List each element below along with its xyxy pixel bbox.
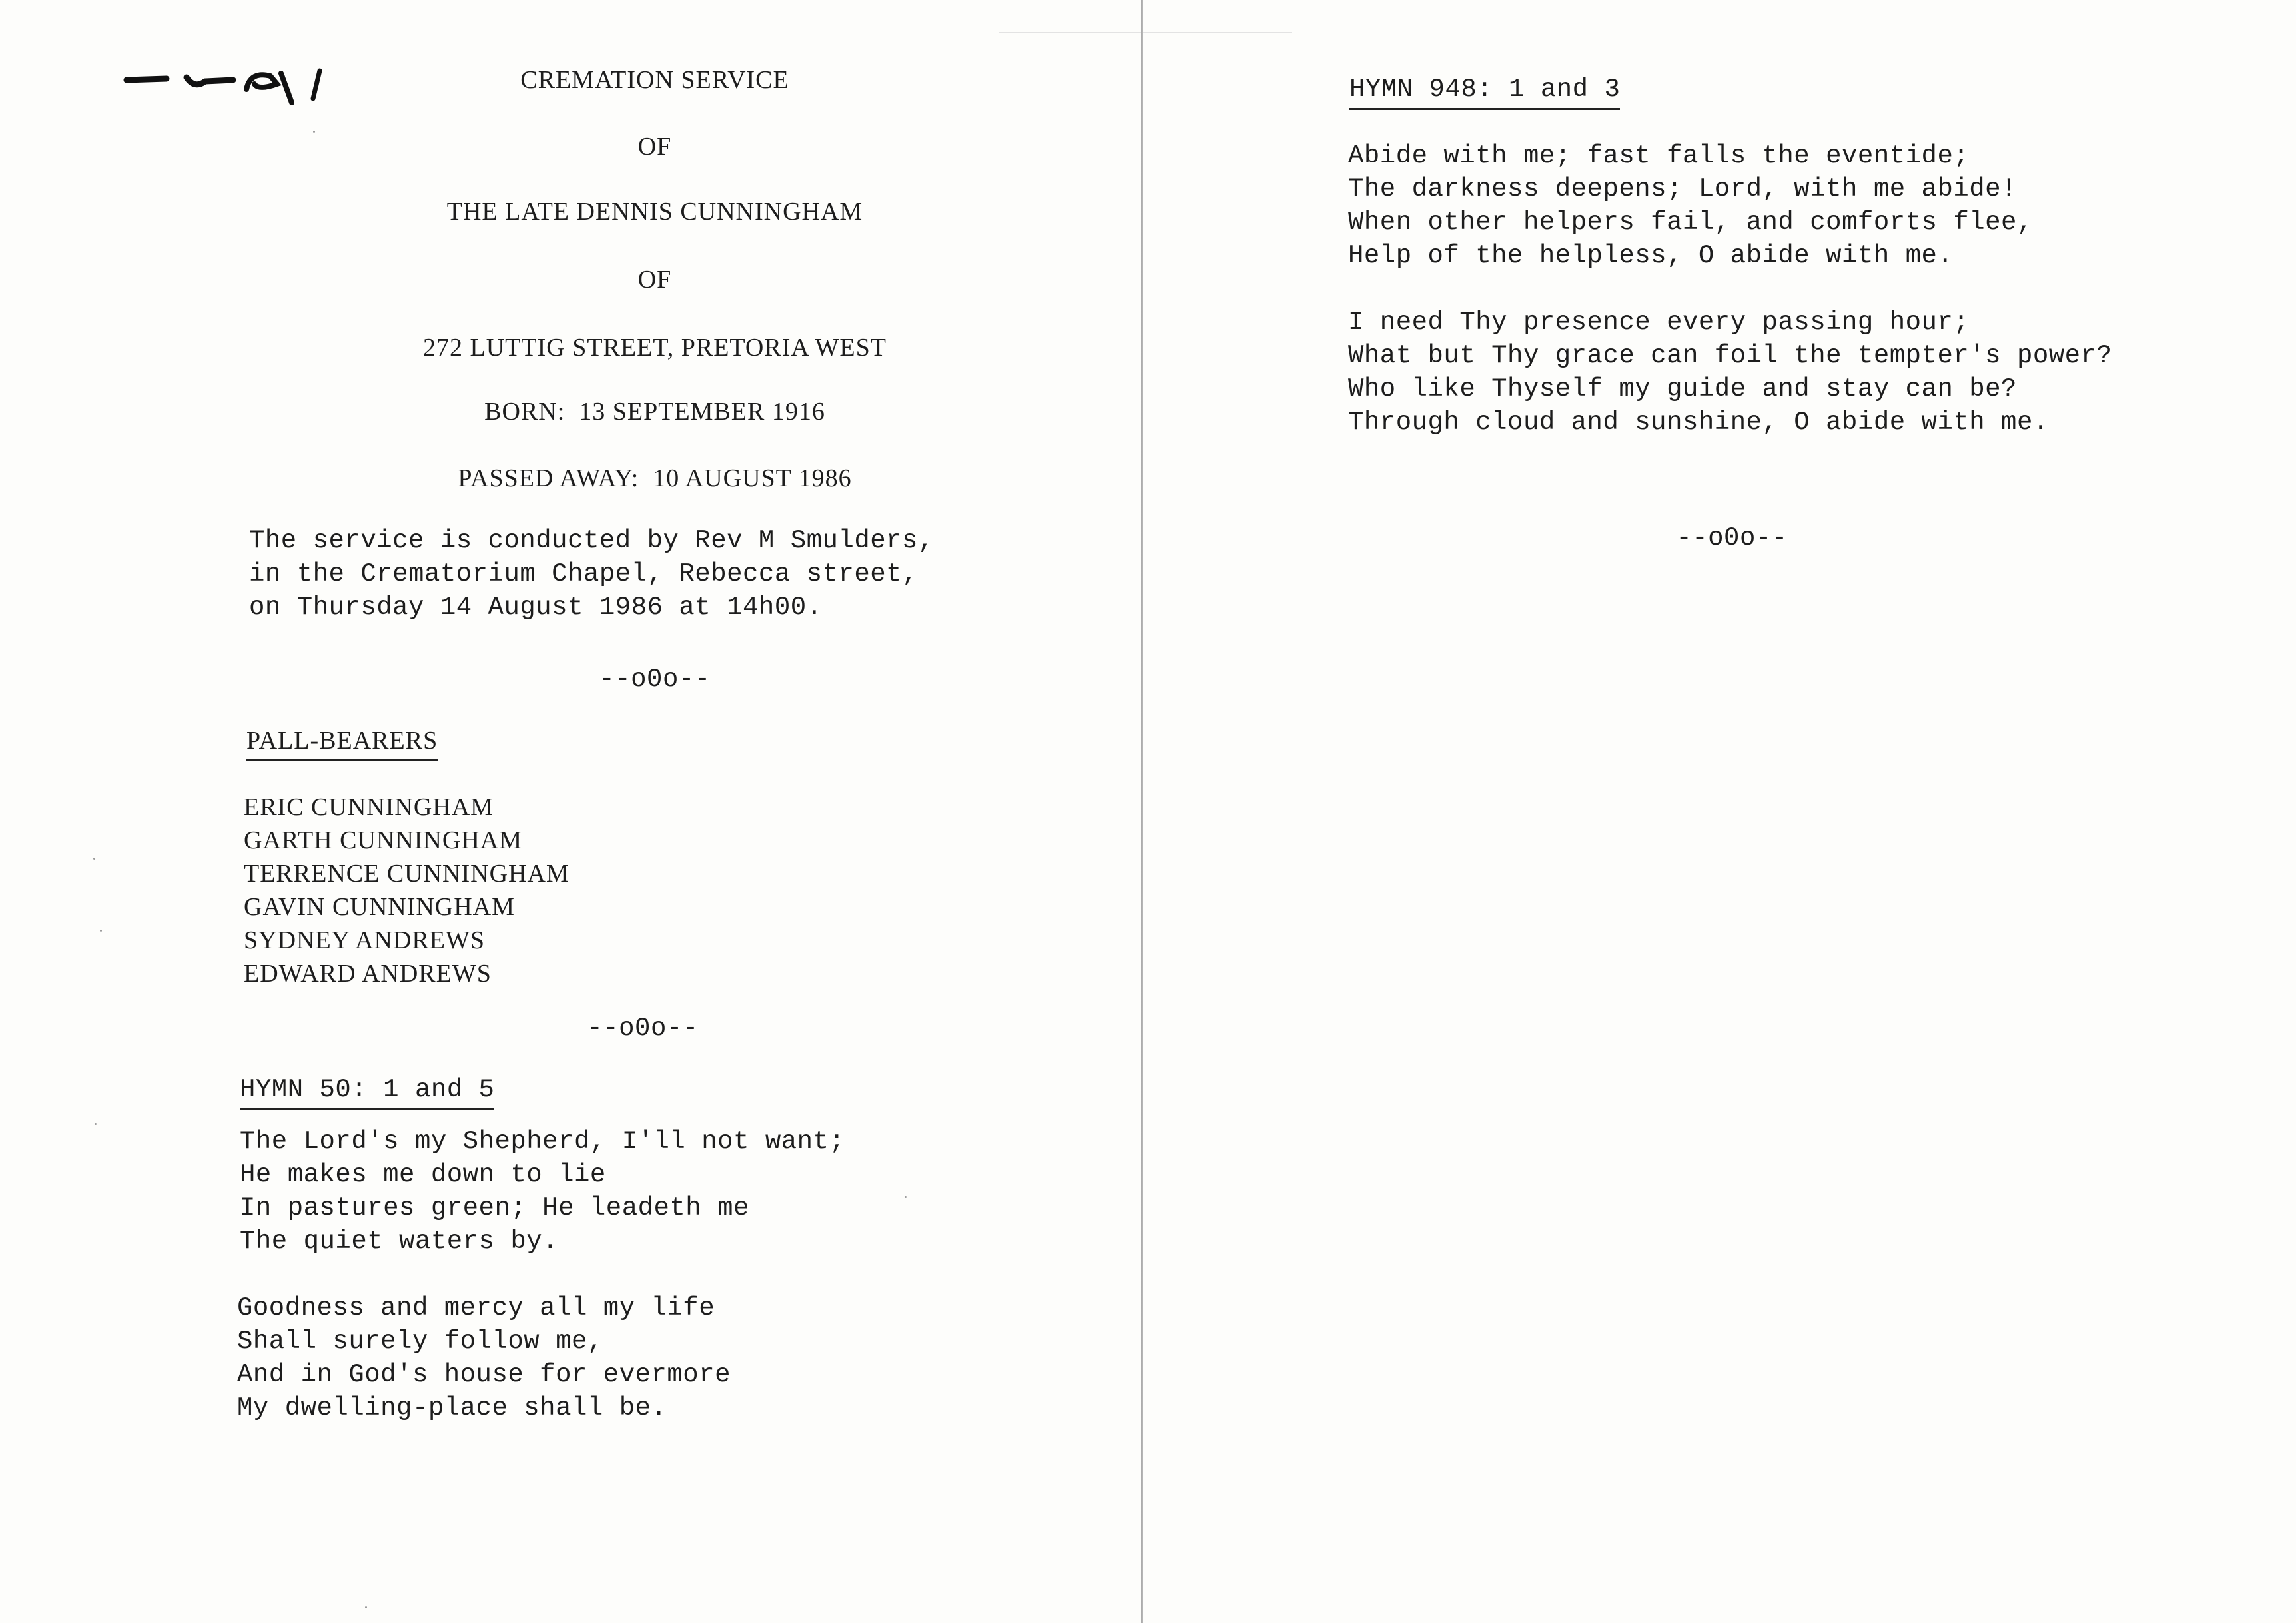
hymn-line: My dwelling-place shall be. xyxy=(237,1393,667,1423)
hymn-line: Through cloud and sunshine, O abide with me. xyxy=(1348,408,2049,437)
pallbearer-name: EDWARD ANDREWS xyxy=(244,960,492,988)
separator: --o0o-- xyxy=(1676,523,1788,553)
hymn-line: Goodness and mercy all my life xyxy=(237,1293,715,1323)
scan-speck xyxy=(313,131,315,133)
pallbearer-name: ERIC CUNNINGHAM xyxy=(244,793,494,821)
service-details-line: in the Crematorium Chapel, Rebecca street, xyxy=(249,559,918,589)
passed-away-line: PASSED AWAY: 10 AUGUST 1986 xyxy=(458,464,852,492)
pallbearer-name: TERRENCE CUNNINGHAM xyxy=(244,860,570,888)
scan-speck xyxy=(100,930,102,932)
hymn-line: Shall surely follow me, xyxy=(237,1327,603,1356)
hymn-line: Abide with me; fast falls the eventide; xyxy=(1348,141,1970,170)
address-line: 272 LUTTIG STREET, PRETORIA WEST xyxy=(423,334,887,362)
page-fold xyxy=(1141,0,1143,1623)
document-title: CREMATION SERVICE xyxy=(520,66,789,94)
hymn-line: I need Thy presence every passing hour; xyxy=(1348,308,1970,337)
hymn-line: In pastures green; He leadeth me xyxy=(240,1193,749,1223)
deceased-name: THE LATE DENNIS CUNNINGHAM xyxy=(446,198,863,226)
hymn-line: Who like Thyself my guide and stay can be? xyxy=(1348,374,2017,404)
scan-speck xyxy=(93,858,95,860)
hymn-line: When other helpers fail, and comforts flee, xyxy=(1348,208,2033,237)
hymn-line: What but Thy grace can foil the tempter's power? xyxy=(1348,341,2113,370)
hymn-line: And in God's house for evermore xyxy=(237,1360,731,1389)
service-details-line: on Thursday 14 August 1986 at 14h00. xyxy=(249,593,823,622)
pallbearer-name: GAVIN CUNNINGHAM xyxy=(244,893,515,921)
hymn-line: The darkness deepens; Lord, with me abide! xyxy=(1348,174,2017,204)
paper-edge-mark xyxy=(999,32,1292,33)
pallbearer-name: GARTH CUNNINGHAM xyxy=(244,826,522,854)
hymn-heading: HYMN 50: 1 and 5 xyxy=(240,1075,494,1110)
scan-speck xyxy=(365,1606,367,1608)
service-details-line: The service is conducted by Rev M Smulders, xyxy=(249,526,934,555)
scan-speck xyxy=(95,1123,97,1125)
hymn-line: Help of the helpless, O abide with me. xyxy=(1348,241,1954,270)
pallbearer-name: SYDNEY ANDREWS xyxy=(244,926,485,954)
hymn-line: The quiet waters by. xyxy=(240,1227,559,1256)
hymn-line: He makes me down to lie xyxy=(240,1160,606,1189)
hymn-line: The Lord's my Shepherd, I'll not want; xyxy=(240,1127,845,1156)
separator: --o0o-- xyxy=(587,1014,699,1043)
separator: --o0o-- xyxy=(599,665,711,694)
of-line-2: OF xyxy=(637,266,672,294)
of-line-1: OF xyxy=(637,133,672,161)
hymn-heading: HYMN 948: 1 and 3 xyxy=(1349,75,1620,110)
born-line: BORN: 13 SEPTEMBER 1916 xyxy=(484,398,825,426)
scan-speck xyxy=(905,1196,907,1198)
pallbearers-heading: PALL-BEARERS xyxy=(246,726,438,761)
